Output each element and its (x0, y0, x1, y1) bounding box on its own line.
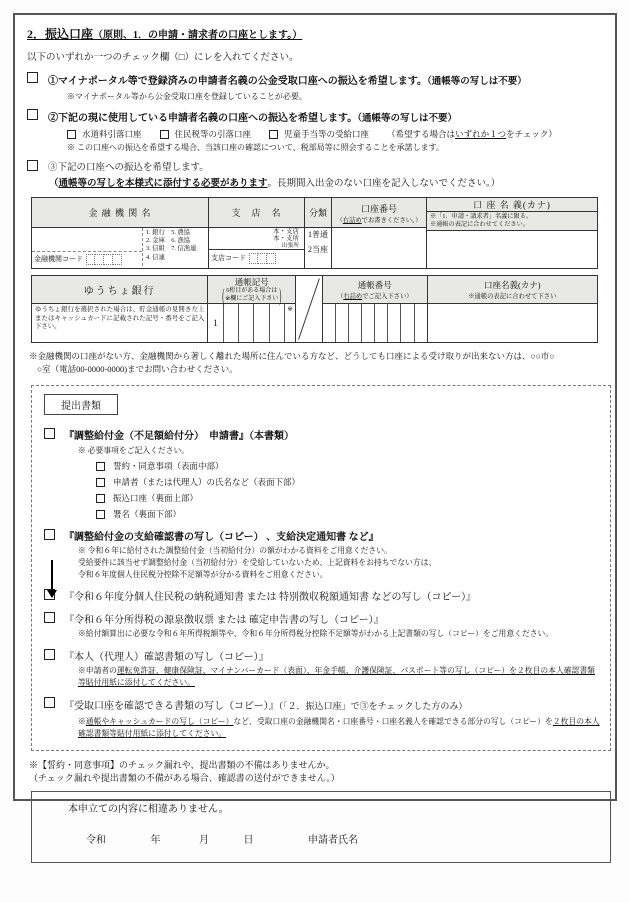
symbol-digit-4[interactable] (253, 304, 268, 342)
section-title-main: 2．振込口座 (27, 27, 94, 41)
documents-section (31, 385, 611, 751)
applicant-name-label: 申請者（または代理人）の氏名など（表面下部） (113, 477, 301, 488)
diagonal-line (296, 276, 322, 342)
yucho-holder-note: ※通帳の表記に合わせて下さい (468, 293, 557, 301)
doc4-checkbox[interactable] (44, 612, 55, 623)
resident-tax-account-checkbox[interactable] (160, 130, 169, 139)
no-account-contact-note: ※金融機関の口座がない方、金融機関から著しく離れた場所に住んでいる方など、どうしても口座による受け取りが出来ない方は、○○市○ ○室（電話00-0000-0000)までお問い合わせください。 (29, 351, 555, 374)
yucho-holder-field[interactable] (428, 304, 597, 342)
symbol-sixth-digit-cell[interactable]: ※ (284, 304, 295, 342)
applicant-name-field-label: 申請者氏名 (308, 834, 358, 846)
option2-row (27, 108, 605, 126)
holder-name-header-notes: ※「1．申請・請求者」名義に限る。 ※通帳の表記に合わせてください。 (427, 211, 597, 231)
doc5-title: 『本人（代理人）確認書類の写し（コピー）』 (64, 652, 269, 664)
doc6-title: 『受取口座を確認できる書類の写し（コピー）』 (64, 701, 279, 713)
doc1-title: 『調整給付金（不足額給付分） 申請書』（本書類） (64, 430, 294, 442)
section-title-note: （原則、1．の申請・請求者の口座とします。） (93, 30, 303, 41)
down-arrow-icon (47, 560, 57, 598)
option2-subnote: （希望する場合はいずれか１つをチェック） (387, 129, 557, 139)
year-label: 年 (150, 834, 161, 846)
yucho-bank-table (31, 275, 598, 343)
account-number-column (331, 198, 426, 268)
bank-account-table (31, 197, 598, 269)
institution-column (32, 198, 208, 268)
declaration-date-line (86, 831, 596, 846)
passbook-symbol-field[interactable] (208, 304, 295, 342)
doc1-note: ※ 必要事項をご記入ください。 (78, 445, 190, 455)
doc-item-application-form (44, 427, 600, 442)
option1-suffix: （通帳等の写しは不要） (427, 77, 527, 87)
doc6-checkbox[interactable] (44, 697, 55, 708)
water-account-label: 水道料引落口座 (82, 129, 142, 139)
passbook-symbol-note: ( 6桁目がある場合は ※欄にご記入下さい ) (221, 284, 282, 307)
child-allowance-account-checkbox[interactable] (269, 130, 278, 139)
passbook-symbol-header: 通帳記号 (234, 277, 269, 288)
resident-tax-account-label: 住民税等の引落口座 (174, 129, 252, 139)
section-title (27, 25, 605, 43)
holder-name-column (426, 198, 597, 268)
water-account-checkbox[interactable] (67, 130, 76, 139)
institution-code-label: 金融機関コード (34, 255, 83, 263)
account-number-header-note: （右詰めでお書きください。） (336, 216, 422, 224)
yucho-row-note: ゆうちょ銀行を選択された場合は、貯金通帳の見開き左上またはキャッシュカードに記載された記号・番号をご記入下さい。 (35, 306, 205, 331)
branch-header: 支 店 名 (231, 208, 282, 218)
option2-sub-options (67, 128, 605, 140)
option2-label: ②下記の現に使用している申請者名義の口座への振込を希望します。 (48, 113, 358, 124)
doc-item-withholding-slip (44, 611, 600, 626)
pledge-label: 誓約・同意事項（表面中部） (113, 461, 224, 472)
symbol-digit-3[interactable] (238, 304, 253, 342)
option3-checkbox[interactable] (27, 160, 38, 171)
institution-code-row (32, 251, 142, 266)
passbook-number-column (322, 276, 427, 342)
class-options[interactable]: 1普通 2当座 (308, 230, 328, 254)
pledge-checkbox[interactable] (96, 462, 105, 471)
signature-checkbox[interactable] (96, 510, 105, 519)
doc6-title-suffix: （「２．振込口座」で③をチェックした方のみ） (278, 701, 468, 712)
holder-name-header: 口 座 名 義(カナ) (427, 198, 597, 211)
doc2-title: 『調整給付金の支給確認書の写し（コピー） 、支給決定通知書 など』 (64, 532, 379, 544)
transfer-account-label: 振込口座（裏面上部） (113, 493, 199, 504)
holder-name-field[interactable] (427, 231, 597, 268)
passbook-number-header: 通帳番号 (357, 280, 392, 291)
passbook-number-field[interactable] (323, 304, 427, 342)
form-outer-frame (13, 13, 617, 846)
option1-checkbox[interactable] (27, 72, 38, 83)
branch-code-row (209, 249, 304, 266)
institution-code-boxes[interactable] (86, 254, 122, 265)
institution-type-legend: 1. 銀行 5. 農協 2. 金庫 6. 漁協 3. 信組 7. 信漁連 4. 信連 (142, 228, 208, 266)
branch-column (208, 198, 304, 268)
doc-item-identity-documents (44, 648, 600, 663)
doc-item-resident-tax-notice (44, 588, 600, 603)
symbol-digit-1: 1 (213, 318, 218, 329)
account-number-field[interactable] (332, 228, 426, 266)
yucho-holder-header: 口座名義(カナ) (483, 280, 541, 291)
final-check-notes: ※【誓約・同意事項】のチェック漏れや、提出書類の不備はありませんか。 （チェック漏れや提出書類の不備がある場合、確認書の送付ができません。） (29, 759, 340, 784)
doc-item-payment-confirmation (44, 528, 600, 543)
day-label: 日 (243, 834, 254, 846)
yucho-bank-header: ゆうちょ銀行 (83, 286, 156, 298)
class-column (304, 198, 331, 268)
doc-group-confirmation (44, 528, 600, 603)
option3-row (27, 159, 605, 173)
transfer-account-checkbox[interactable] (96, 494, 105, 503)
signature-label: 署名（裏面下部） (113, 509, 182, 520)
doc4-note: ※給付額算出に必要な令和６年所得税額等や、令和６年分所得税分控除不足額等がわかる上記書類の写し（コピー）をご用意ください。 (78, 629, 554, 639)
option1-row (27, 71, 605, 89)
branch-code-label: 支店コード (211, 254, 246, 262)
branch-code-boxes[interactable] (249, 253, 276, 264)
diagonal-cell (295, 276, 322, 342)
declaration-text: 本申立ての内容に相違ありません。 (68, 803, 229, 815)
symbol-digit-2[interactable] (223, 304, 238, 342)
branch-type-legend: 本・支店 本・支所 出張所 (273, 228, 299, 249)
passbook-symbol-column (207, 276, 295, 342)
symbol-digit-5[interactable] (269, 304, 284, 342)
option3-note: （通帳等の写しを本様式に添付する必要があります。長期間入出金のない口座を記入しないでください。） (49, 179, 501, 189)
institution-header: 金 融 機 関 名 (88, 208, 152, 218)
yucho-holder-column (427, 276, 597, 342)
era-label: 令和 (86, 834, 106, 846)
doc1-subchecks (96, 460, 600, 520)
class-header: 分類 (308, 208, 327, 218)
declaration-box (31, 791, 611, 863)
account-number-header: 口座番号 (360, 203, 397, 214)
yucho-name-column (32, 276, 207, 342)
passbook-number-note: （右詰めでご記入下さい） (337, 293, 413, 301)
doc1-checkbox[interactable] (44, 428, 55, 439)
doc5-note: ※申請者の運転免許証、健康保険証、マイナンバーカード（表面）、年金手帳、介護保険証、パスポート等の写し（コピー）を２枚目の本人確認書類等貼付用紙に添付してください。 (78, 666, 595, 687)
option1-note: ※マイナポータル等から公金受取口座を登録していることが必要。 (67, 92, 307, 101)
institution-name-field[interactable] (32, 228, 142, 266)
doc4-title: 『令和６年分所得税の源泉徴収票 または 確定申告書の写し（コピー）』 (64, 615, 384, 627)
doc2-notes: ※ 令和６年に給付された調整給付金（当初給付分）の額がわかる資料をご用意ください。 受給要件に該当せず調整給付金（当初給付分）を受給していないため、上記資料をお持ちでない方は、 令和６年度個人住民税分控除不足額等が分かる資料をご用意ください。 (78, 546, 437, 579)
doc-item-account-proof (44, 696, 600, 714)
option2-suffix: （通帳等の写しは不要） (357, 114, 457, 124)
option3-label: ③下記の口座への振込を希望します。 (48, 163, 209, 173)
month-label: 月 (199, 834, 209, 846)
option2-checkbox[interactable] (27, 109, 38, 120)
doc2-checkbox[interactable] (44, 529, 55, 540)
applicant-name-checkbox[interactable] (96, 478, 105, 487)
doc5-checkbox[interactable] (44, 649, 55, 660)
check-instruction: 以下のいずれか一つのチェック欄（□）にレを入れてください。 (27, 53, 299, 63)
doc6-note: ※通帳やキャッシュカードの写し（コピー）など、受取口座の金融機関名・口座番号・口座名義人を確認できる部分の写し（コピー）を２枚目の本人確認書類等貼付用紙に添付してください。 (78, 717, 600, 739)
documents-section-label: 提出書類 (44, 394, 118, 415)
option1-label: ①マイナポータル等で登録済みの申請者名義の公金受取口座への振込を希望します。 (48, 76, 427, 87)
child-allowance-account-label: 児童手当等の受給口座 (284, 129, 370, 139)
doc3-title: 『令和６年度分個人住民税の納税通知書 または 特別徴収税額通知書 などの写し（コピー）』 (64, 592, 477, 604)
option2-note: ※ この口座への振込を希望する場合、当該口座の確認について、税部局等に照会することを承諾します。 (67, 143, 445, 152)
